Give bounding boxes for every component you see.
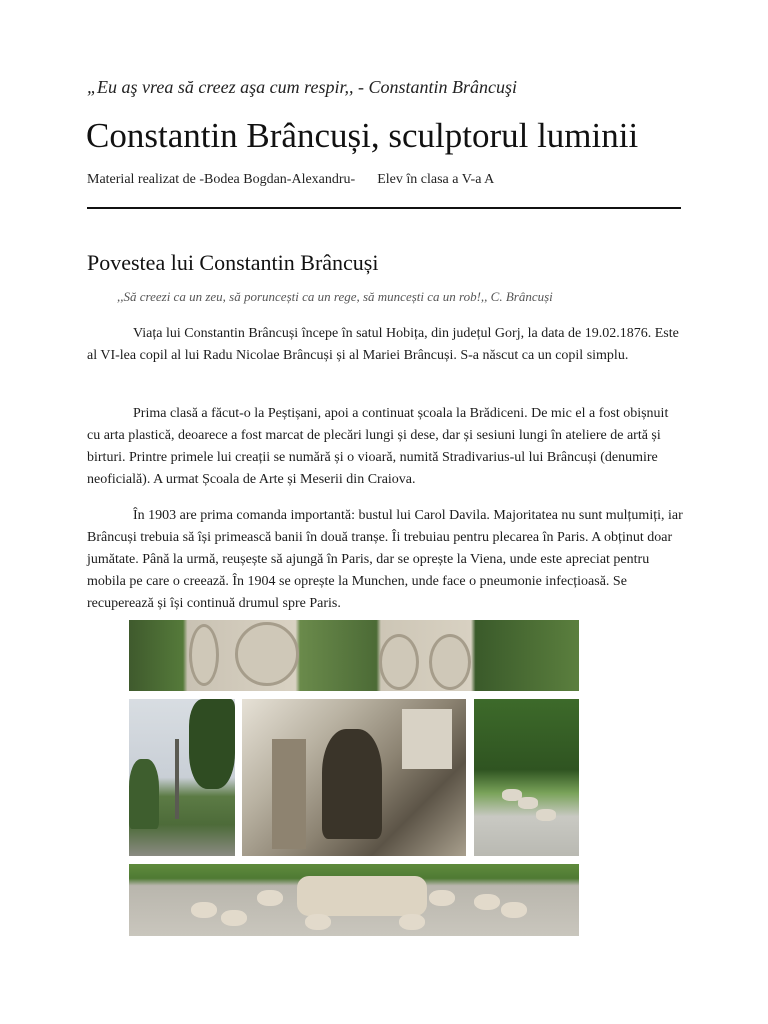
photo-stools-alley	[474, 699, 579, 856]
byline	[87, 172, 494, 188]
paragraph-1: Viața lui Constantin Brâncuși începe în satul Hobița, din județul Gorj, la data de 19.02.1876. Este al VI-lea copil al lui Radu Nicolae Brâncuși și al Mariei Brâncuși. S-a născut ca un copil simplu.	[87, 326, 679, 363]
byline-author: Material realizat de -Bodea Bogdan-Alexandru-	[87, 172, 356, 187]
paragraph-2: Prima clasă a făcut-o la Peștișani, apoi a continuat școala la Brădiceni. De mic el a fost obișnuit cu arta plastică, deoarece a fost marcat de plecări lungi și dese, dar și sesiuni lungi în ateliere de artă și birturi. Printre primele lui creații se numără și o vioară, numită Stradivarius-ul lui Brâncuși (denumire neoficială). A urmat Școala de Arte și Meserii din Craiova.	[87, 406, 669, 487]
paragraph-3: În 1903 are prima comanda importantă: bustul lui Carol Davila. Majoritatea nu sunt mulțumiți, iar Brâncuși trebuia să își primească banii în două tranșe. Îi trebuiau pentru plecarea în Paris. A obținut doar jumătate. Până la urmă, reușește să ajungă în Paris, dar se oprește la Viena, unde este apreciat pentru mobila pe care o creează. În 1904 se oprește la Munchen, unde face o pneumonie infecțioasă. Se recuperează și își continuă drumul spre Paris.	[87, 508, 683, 611]
photo-gate-of-kiss	[129, 620, 579, 691]
page-title: Constantin Brâncuși, sculptorul luminii	[86, 116, 639, 155]
horizontal-rule	[87, 207, 681, 209]
photo-endless-column	[129, 699, 235, 856]
photo-table-of-silence	[129, 864, 579, 936]
epigraph-quote: „Eu aş vrea să creez aşa cum respir,, - Constantin Brâncuşi	[87, 77, 517, 97]
byline-class: Elev în clasa a V-a A	[377, 172, 495, 187]
section-title: Povestea lui Constantin Brâncuși	[87, 250, 379, 275]
photo-brancusi-workshop	[242, 699, 466, 856]
section-quote: ,,Să creezi ca un zeu, să poruncești ca un rege, să muncești ca un rob!,, C. Brâncuși	[117, 289, 553, 304]
